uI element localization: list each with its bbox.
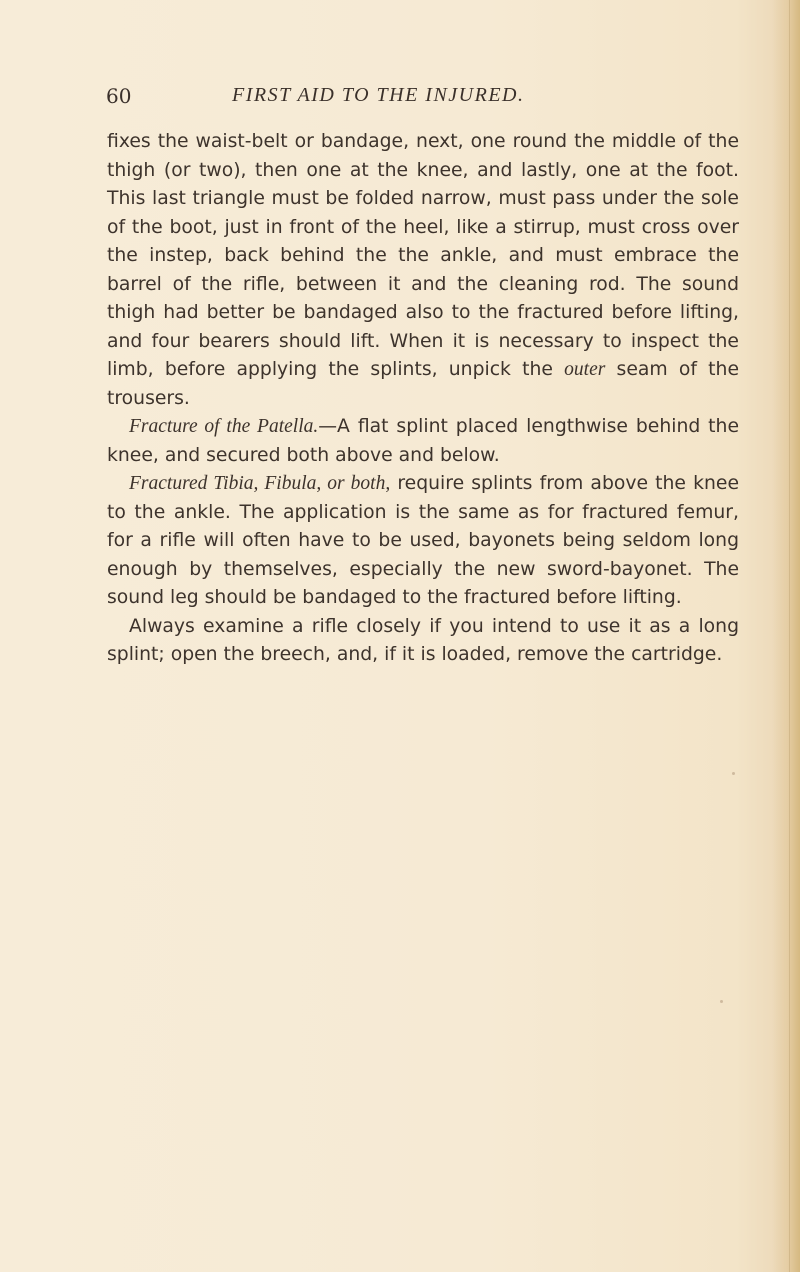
paragraph-rifle-splint — [107, 613, 739, 670]
paragraph-text: —A flat splint placed lengthwise behind the knee, and secured both above and below. — [107, 416, 740, 466]
paragraph-femur-bandaging — [107, 128, 739, 413]
paragraph-patella — [107, 413, 739, 470]
paper-speck — [720, 1000, 723, 1003]
paragraph-text: require splints from above the knee to the ankle. The application is the same as for fractured femur, for a rifle will often have to be used, bayonets being seldom long enough by themselves, especially the new sword-bayonet. The sound leg should be bandaged to the fractured before lifting. — [107, 473, 740, 608]
section-heading-patella: Fracture of the Patella. — [129, 416, 319, 437]
binding-crease — [789, 0, 790, 1272]
running-title: FIRST AID TO THE INJURED. — [232, 84, 525, 106]
paragraph-text: Always examine a rifle closely if you intend to use it as a long splint; open the breech, and, if it is loaded, remove the cartridge. — [107, 615, 739, 665]
paper-speck — [732, 772, 735, 775]
emphasis-outer: outer — [564, 359, 606, 380]
binding-shadow — [772, 0, 800, 1272]
paragraph-tibia-fibula — [107, 470, 739, 613]
paragraph-text: fixes the waist-belt or bandage, next, one round the middle of the thigh (or two), then one at the knee, and lastly, one at the foot. This last triangle must be folded narrow, must pass under the sole of the boot, just in front of the heel, like a stirrup, must cross over the instep, back behind the the ankle, and must embrace the barrel of the rifle, between it and the cleaning rod. The sound thigh had better be bandaged also to the fractured before lifting, and four bearers should lift. When it is necessary to inspect the limb, before applying the splints, unpick the — [107, 131, 739, 380]
paragraph-text: seam of the trousers. — [107, 359, 739, 409]
running-head — [0, 84, 800, 112]
page-number: 60 — [106, 84, 132, 108]
body-text — [107, 128, 739, 670]
section-heading-tibia-fibula: Fractured Tibia, Fibula, or both, — [129, 473, 391, 494]
